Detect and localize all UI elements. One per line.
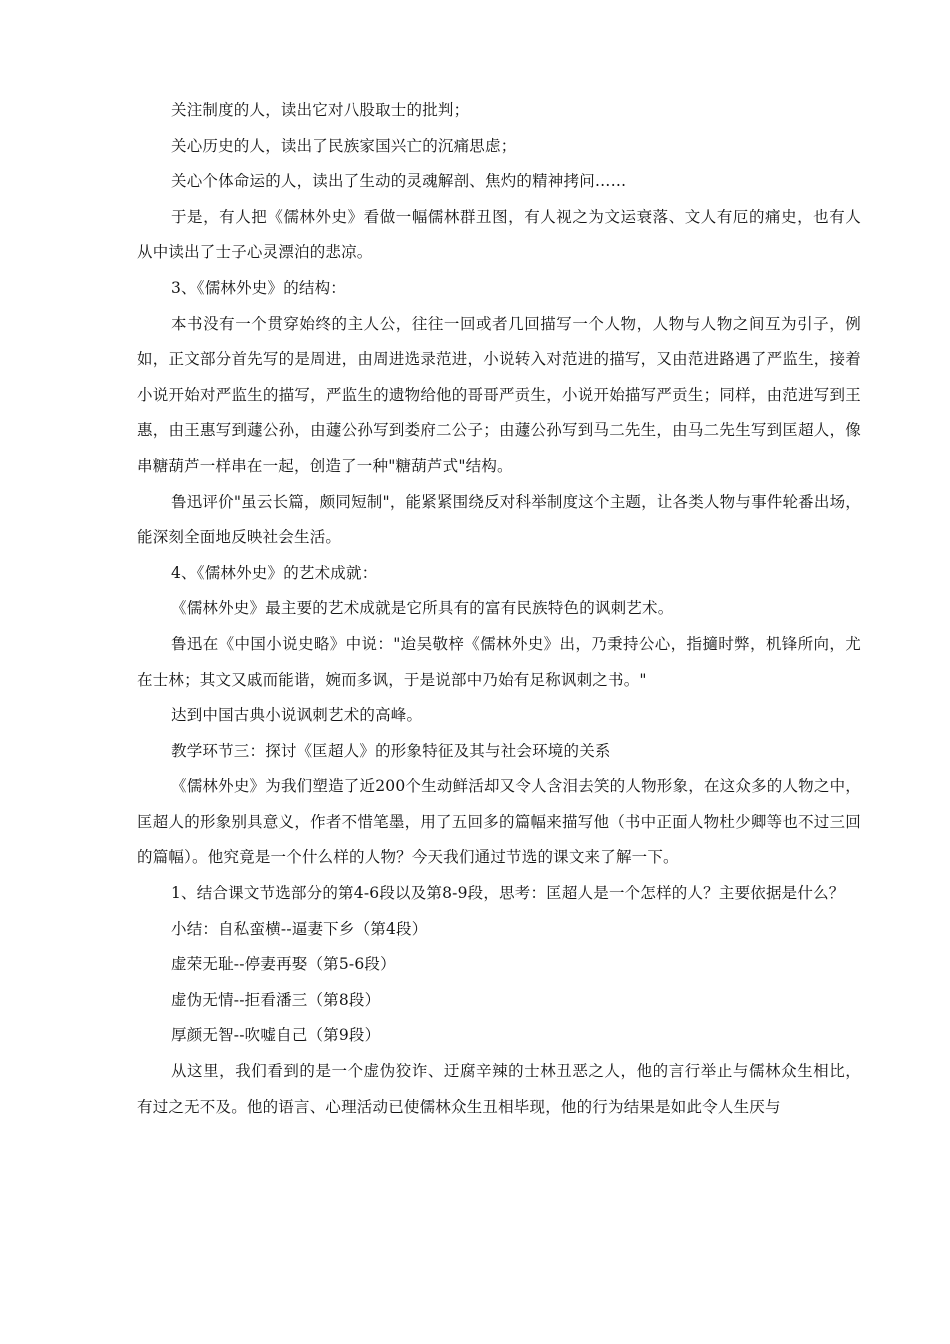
paragraph: 达到中国古典小说讽刺艺术的高峰。 bbox=[171, 706, 423, 725]
section-heading: 3、《儒林外史》的结构： bbox=[171, 278, 347, 297]
section-heading: 教学环节三：探讨《匡超人》的形象特征及其与社会环境的关系 bbox=[171, 741, 611, 760]
summary-item: 小结：自私蛮横--逼妻下乡（第4段） bbox=[171, 919, 428, 938]
summary-item: 虚伪无情--拒看潘三（第8段） bbox=[171, 990, 381, 1009]
question: 1、结合课文节选部分的第4-6段以及第8-9段，思考：匡超人是一个怎样的人？主要依据是什么？ bbox=[171, 884, 845, 903]
paragraph: 鲁迅在《中国小说史略》中说："迨吴敬梓《儒林外史》出，乃秉持公心，指擿时弊，机锋所向，尤在士林；其文又戚而能谐，婉而多讽，于是说部中乃始有足称讽刺之书。" bbox=[137, 634, 861, 689]
paragraph: 关心历史的人，读出了民族家国兴亡的沉痛思虑； bbox=[171, 136, 517, 155]
paragraph: 于是，有人把《儒林外史》看做一幅儒林群丑图，有人视之为文运衰落、文人有厄的痛史，也有人从中读出了士子心灵漂泊的悲凉。 bbox=[137, 207, 861, 262]
paragraph: 从这里，我们看到的是一个虚伪狡诈、迂腐辛辣的士林丑恶之人，他的言行举止与儒林众生相比，有过之无不及。他的语言、心理活动已使儒林众生丑相毕现，他的行为结果是如此令人生厌与 bbox=[137, 1062, 861, 1116]
summary-item: 虚荣无耻--停妻再娶（第5-6段） bbox=[171, 955, 396, 974]
paragraph: 本书没有一个贯穿始终的主人公，往往一回或者几回描写一个人物，人物与人物之间互为引子，例如，正文部分首先写的是周进，由周进选录范进，小说转入对范进的描写，又由范进路遇了严监生，接着小说开始对严监生的描写，严监生的遗物给他的哥哥严贡生，小说开始描写严贡生；同样，由范进写到王惠，由王惠写到蘧公孙，由蘧公孙写到娄府二公子；由蘧公孙写到马二先生，由马二先生写到匡超人，像串糖葫芦一样串在一起，创造了一种"糖葫芦式"结构。 bbox=[137, 314, 861, 475]
paragraph: 鲁迅评价"虽云长篇，颇同短制"，能紧紧围绕反对科举制度这个主题，让各类人物与事件轮番出场，能深刻全面地反映社会生活。 bbox=[137, 492, 861, 547]
summary-item: 厚颜无智--吹嘘自己（第9段） bbox=[171, 1026, 381, 1045]
paragraph: 关注制度的人，读出它对八股取士的批判； bbox=[171, 101, 470, 119]
document-body bbox=[137, 93, 861, 1125]
section-heading: 4、《儒林外史》的艺术成就： bbox=[171, 563, 378, 582]
paragraph: 《儒林外史》为我们塑造了近200个生动鲜活却又令人含泪去笑的人物形象，在这众多的人物之中，匡超人的形象别具意义，作者不惜笔墨，用了五回多的篇幅来描写他（书中正面人物杜少卿等也不过三回的篇幅）。他究竟是一个什么样的人物？今天我们通过节选的课文来了解一下。 bbox=[137, 777, 861, 867]
paragraph: 关心个体命运的人，读出了生动的灵魂解剖、焦灼的精神拷问…… bbox=[171, 172, 627, 191]
paragraph: 《儒林外史》最主要的艺术成就是它所具有的富有民族特色的讽刺艺术。 bbox=[171, 599, 674, 618]
